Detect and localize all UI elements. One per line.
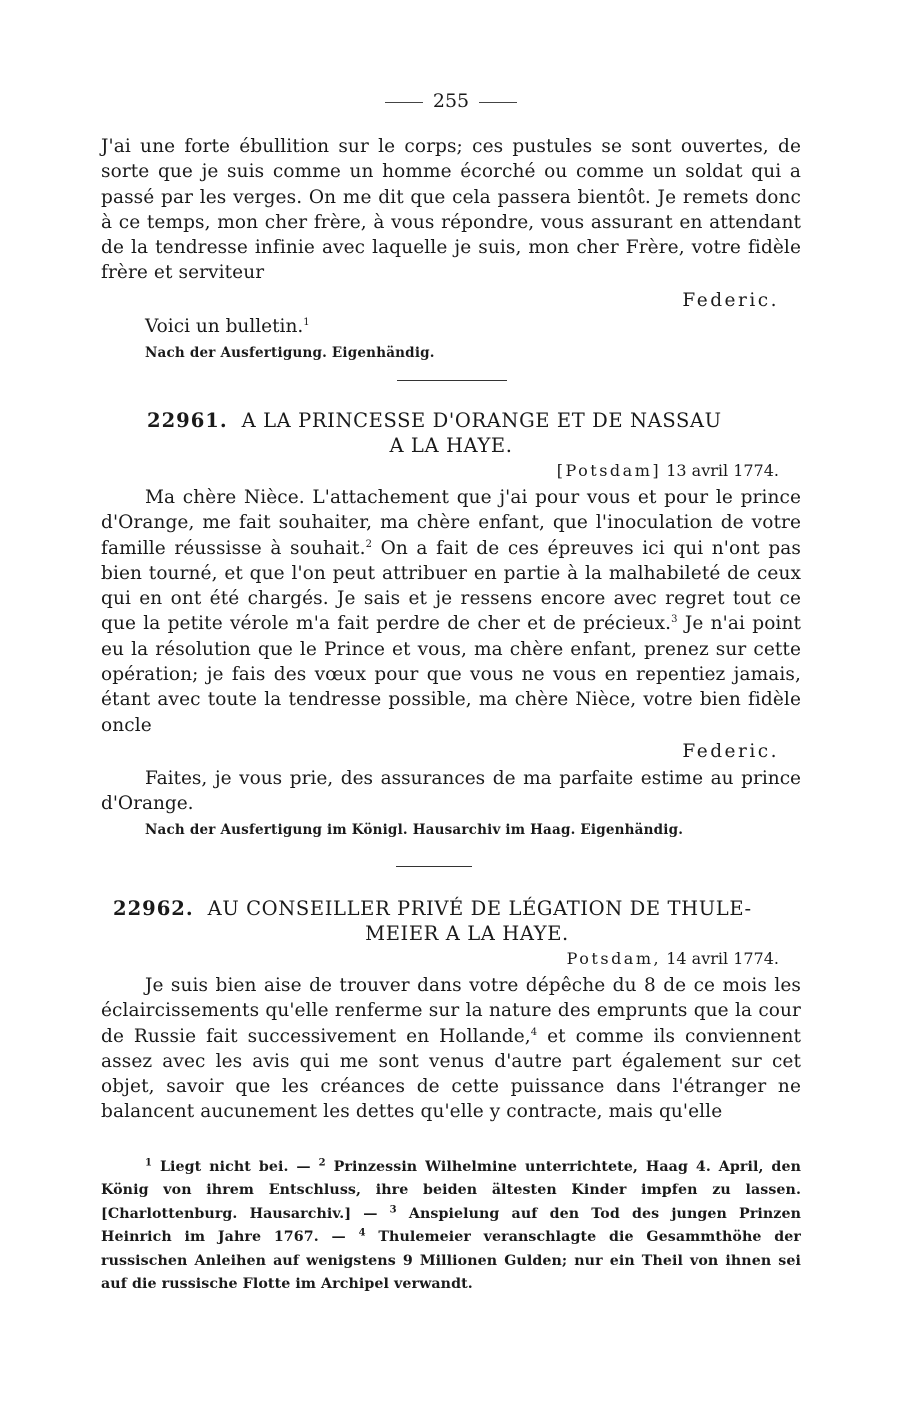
footnote-mark-1: 1: [145, 1157, 153, 1169]
letter-22961-title: [101, 408, 801, 458]
header-dash-right: [479, 102, 517, 103]
header-dash-left: [385, 102, 423, 103]
footnotes: [101, 1156, 801, 1296]
text-part-1: Ma chère Nièce. L'attachement que j'ai pour vous et pour le prince d'Orange, me fait souhaiter, ma chère enfant, que l'inoculation de votre famille réussisse à souhait.: [101, 487, 801, 559]
letter-title-line1: A LA PRINCESSE D'ORANGE ET DE NASSAU: [241, 409, 722, 432]
footnote-mark-3: 3: [389, 1204, 397, 1216]
postscript-text: Voici un bulletin.: [145, 315, 304, 337]
footnote-mark-4: 4: [358, 1227, 366, 1239]
letter-previous: [101, 134, 801, 364]
footnote-4: Thulemeier veranschlagte die Gesammthöhe der russischen Anleihen auf wenigstens 9 Millionen Gulden; nur ein Theil von ihnen sei auf die russische Flotte im Archipel verwandt.: [101, 1229, 801, 1293]
footnote-ref-2: 2: [365, 538, 373, 550]
text-part-1: Je suis bien aise de trouver dans votre dépêche du 8 de ce mois les éclaircissements qu'elle renferme sur la nature des emprunts que la cour de Russie fait successivement en Hollande,: [101, 975, 801, 1047]
letter-previous-source: Nach der Ausfertigung. Eigenhändig.: [145, 345, 435, 362]
letter-22962-date: [101, 946, 801, 971]
page-header: [101, 90, 801, 112]
letter-previous-text: J'ai une forte ébullition sur le corps; ces pustules se sont ouvertes, de sorte que je suis comme un homme écorché ou comme un soldat qui a passé par les verges. On me dit que cela passera bientôt. Je remets donc à ce temps, mon cher frère, à vous répondre, vous assurant en attendant de la tendresse infinie avec laquelle je suis, mon cher Frère, votre fidèle frère et serviteur: [101, 136, 801, 284]
text-part-2: et comme ils conviennent assez avec les avis qui me sont venus d'autre part également sur cet objet, savoir que les créances de cette puissance dans l'étranger ne balancent aucunement les dettes qu'elle y contracte, mais qu'elle: [101, 1025, 802, 1123]
footnote-mark-2: 2: [318, 1157, 326, 1169]
letter-number: 22961.: [147, 409, 228, 432]
letter-22961: [101, 408, 801, 841]
footnote-ref-3: 3: [671, 614, 678, 626]
letter-22962-text: [101, 973, 801, 1125]
letter-22961-source: Nach der Ausfertigung im Königl. Hausarchiv im Haag. Eigenhändig.: [145, 821, 684, 838]
section-divider: [397, 380, 507, 381]
page-number: 255: [432, 90, 470, 112]
letter-number: 22962.: [113, 897, 194, 920]
letter-title-line1: AU CONSEILLER PRIVÉ DE LÉGATION DE THULE-: [207, 897, 752, 920]
date-place: [Potsdam]: [556, 461, 662, 480]
date-text: 14 avril 1774.: [666, 949, 779, 968]
letter-22961-date: [101, 458, 801, 483]
text-part-3: Je n'ai point eu la résolution que le Prince et vous, ma chère enfant, prenez sur cette opération; je fais des vœux pour que vous ne vous en repentiez jamais, étant avec toute la tendresse possible, ma chère Nièce, votre bien fidèle oncle: [101, 613, 801, 736]
letter-title-line2: MEIER A LA HAYE.: [365, 922, 569, 945]
footnote-ref-1: 1: [303, 316, 310, 328]
date-text: 13 avril 1774.: [666, 461, 779, 480]
letter-title-line2: A LA HAYE.: [389, 434, 513, 457]
footnote-1: Liegt nicht bei. —: [152, 1159, 319, 1175]
text-part-2: On a fait de ces épreuves ici qui n'ont pas bien tourné, et que l'on peut attribuer en partie à la malhabileté de ceux qui en ont été chargés. Je sais et je ressens encore avec regret tout ce que la petite vérole m'a fait perdre de cher et de précieux.: [101, 537, 801, 635]
footnote-3: Anspielung auf den Tod des jungen Prinzen Heinrich im Jahre 1767. —: [101, 1205, 801, 1246]
footnote-2: Prinzessin Wilhelmine unterrichtete, Haag 4. April, den König von ihrem Entschluss, ihre beiden ältesten Kinder impfen zu lassen. [Charlottenburg. Hausarchiv.] —: [101, 1159, 801, 1222]
section-divider: [396, 866, 472, 867]
letter-previous-postscript: [101, 314, 801, 339]
letter-22961-signature: Federic.: [682, 740, 779, 762]
letter-22961-text: [101, 485, 801, 738]
letter-22962-title: [101, 896, 801, 946]
letter-22962: [101, 896, 801, 1125]
letter-22961-postscript: Faites, je vous prie, des assurances de ma parfaite estime au prince d'Orange.: [101, 767, 801, 815]
letter-previous-signature: Federic.: [682, 289, 779, 311]
footnote-ref-4: 4: [530, 1026, 538, 1038]
date-place: Potsdam,: [566, 949, 662, 968]
